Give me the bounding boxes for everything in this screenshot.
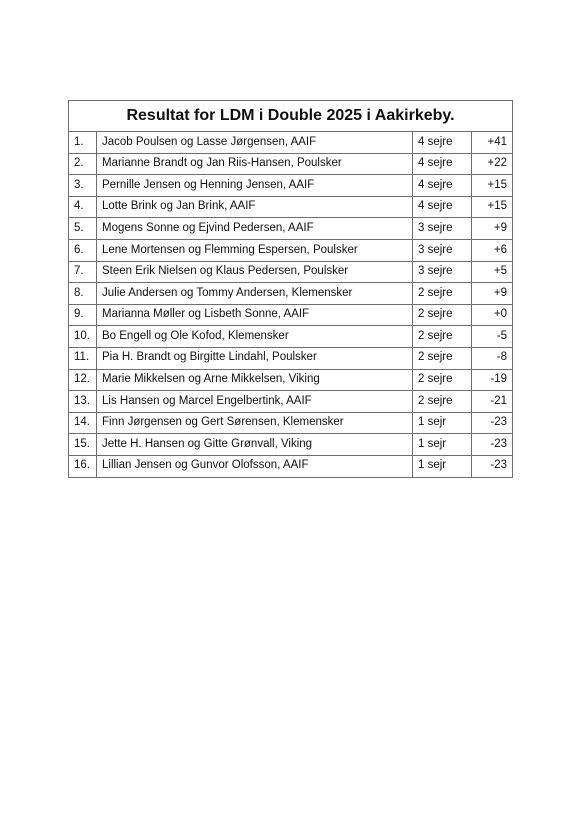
rank-cell: 16. — [69, 455, 97, 477]
rank-cell: 2. — [69, 153, 97, 175]
rank-cell: 8. — [69, 283, 97, 305]
wins-cell: 2 sejre — [413, 369, 472, 391]
score-diff-cell: +22 — [472, 153, 513, 175]
score-diff-cell: -23 — [472, 434, 513, 456]
score-diff-cell: -23 — [472, 412, 513, 434]
wins-cell: 4 sejre — [413, 175, 472, 197]
table-row — [69, 304, 513, 326]
table-row — [69, 455, 513, 477]
pair-cell: Finn Jørgensen og Gert Sørensen, Klemensker — [97, 412, 413, 434]
table-row — [69, 153, 513, 175]
score-diff-cell: +15 — [472, 196, 513, 218]
pair-cell: Julie Andersen og Tommy Andersen, Klemensker — [97, 283, 413, 305]
wins-cell: 2 sejre — [413, 347, 472, 369]
pair-cell: Marie Mikkelsen og Arne Mikkelsen, Viking — [97, 369, 413, 391]
pair-cell: Pia H. Brandt og Birgitte Lindahl, Poulsker — [97, 347, 413, 369]
wins-cell: 1 sejr — [413, 434, 472, 456]
score-diff-cell: +9 — [472, 218, 513, 240]
table-row — [69, 175, 513, 197]
pair-cell: Marianna Møller og Lisbeth Sonne, AAIF — [97, 304, 413, 326]
score-diff-cell: -8 — [472, 347, 513, 369]
pair-cell: Mogens Sonne og Ejvind Pedersen, AAIF — [97, 218, 413, 240]
score-diff-cell: -23 — [472, 455, 513, 477]
score-diff-cell: +0 — [472, 304, 513, 326]
table-row — [69, 132, 513, 154]
table-row — [69, 434, 513, 456]
table-row — [69, 196, 513, 218]
wins-cell: 2 sejre — [413, 304, 472, 326]
table-row — [69, 326, 513, 348]
pair-cell: Lillian Jensen og Gunvor Olofsson, AAIF — [97, 455, 413, 477]
score-diff-cell: -19 — [472, 369, 513, 391]
rank-cell: 12. — [69, 369, 97, 391]
table-row — [69, 347, 513, 369]
rank-cell: 7. — [69, 261, 97, 283]
pair-cell: Steen Erik Nielsen og Klaus Pedersen, Poulsker — [97, 261, 413, 283]
pair-cell: Lis Hansen og Marcel Engelbertink, AAIF — [97, 391, 413, 413]
table-row — [69, 283, 513, 305]
pair-cell: Jacob Poulsen og Lasse Jørgensen, AAIF — [97, 132, 413, 154]
score-diff-cell: +15 — [472, 175, 513, 197]
wins-cell: 3 sejre — [413, 218, 472, 240]
wins-cell: 2 sejre — [413, 326, 472, 348]
wins-cell: 4 sejre — [413, 132, 472, 154]
score-diff-cell: +9 — [472, 283, 513, 305]
wins-cell: 2 sejre — [413, 283, 472, 305]
results-table-body — [69, 101, 513, 478]
wins-cell: 4 sejre — [413, 153, 472, 175]
document-title: Resultat for LDM i Double 2025 i Aakirkeby. — [69, 101, 513, 132]
wins-cell: 1 sejr — [413, 455, 472, 477]
rank-cell: 3. — [69, 175, 97, 197]
pair-cell: Jette H. Hansen og Gitte Grønvall, Viking — [97, 434, 413, 456]
pair-cell: Marianne Brandt og Jan Riis-Hansen, Poulsker — [97, 153, 413, 175]
score-diff-cell: +6 — [472, 239, 513, 261]
table-row — [69, 218, 513, 240]
wins-cell: 2 sejre — [413, 391, 472, 413]
table-row — [69, 412, 513, 434]
rank-cell: 15. — [69, 434, 97, 456]
wins-cell: 3 sejre — [413, 261, 472, 283]
wins-cell: 4 sejre — [413, 196, 472, 218]
score-diff-cell: +5 — [472, 261, 513, 283]
wins-cell: 1 sejr — [413, 412, 472, 434]
table-row — [69, 391, 513, 413]
rank-cell: 10. — [69, 326, 97, 348]
rank-cell: 5. — [69, 218, 97, 240]
rank-cell: 13. — [69, 391, 97, 413]
wins-cell: 3 sejre — [413, 239, 472, 261]
rank-cell: 14. — [69, 412, 97, 434]
score-diff-cell: +41 — [472, 132, 513, 154]
pair-cell: Bo Engell og Ole Kofod, Klemensker — [97, 326, 413, 348]
rank-cell: 6. — [69, 239, 97, 261]
rank-cell: 1. — [69, 132, 97, 154]
score-diff-cell: -5 — [472, 326, 513, 348]
table-row — [69, 369, 513, 391]
pair-cell: Lotte Brink og Jan Brink, AAIF — [97, 196, 413, 218]
rank-cell: 9. — [69, 304, 97, 326]
pair-cell: Pernille Jensen og Henning Jensen, AAIF — [97, 175, 413, 197]
title-row — [69, 101, 513, 132]
results-table — [68, 100, 513, 478]
table-row — [69, 261, 513, 283]
rank-cell: 4. — [69, 196, 97, 218]
table-row — [69, 239, 513, 261]
rank-cell: 11. — [69, 347, 97, 369]
score-diff-cell: -21 — [472, 391, 513, 413]
pair-cell: Lene Mortensen og Flemming Espersen, Poulsker — [97, 239, 413, 261]
